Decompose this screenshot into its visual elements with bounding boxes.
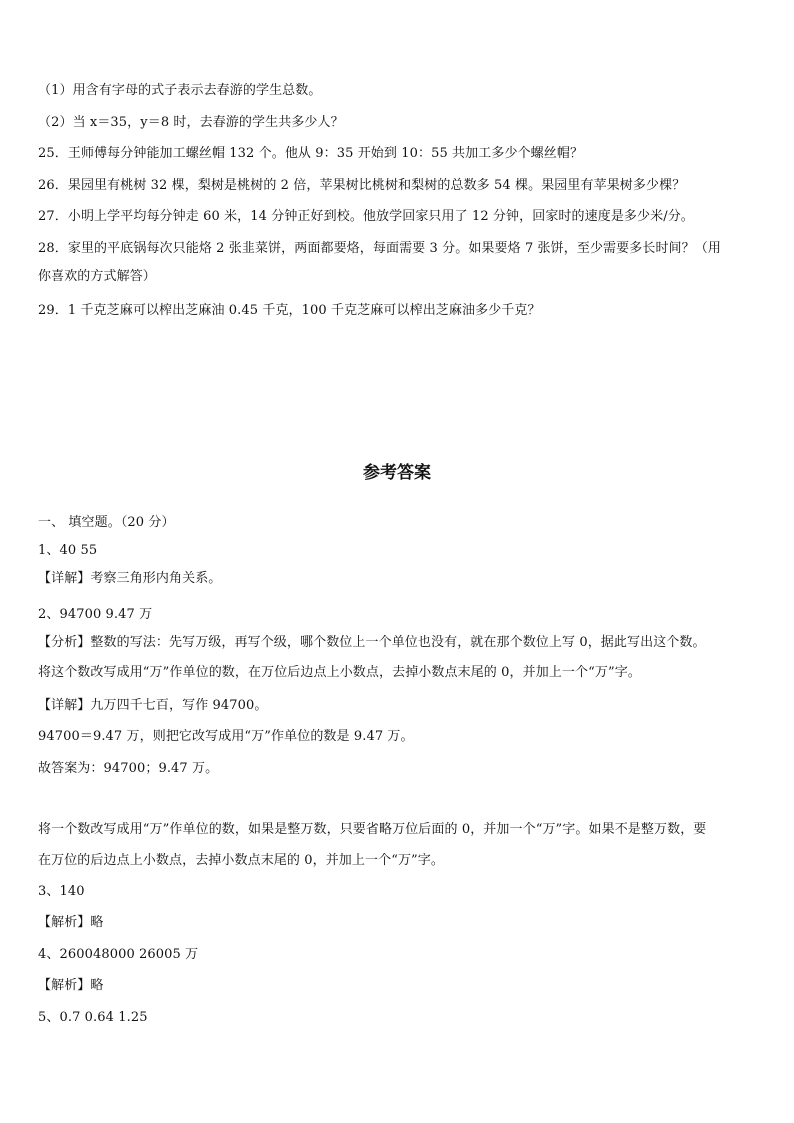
answer-2: 2、94700 9.47 万 <box>38 607 153 622</box>
answer-1-detail: 【详解】考察三角形内角关系。 <box>38 571 222 586</box>
question-1-part-1: （1）用含有字母的式子表示去春游的学生总数。 <box>38 83 322 98</box>
section-heading: 一、 填空题。（20 分） <box>38 515 175 530</box>
answer-4-analysis: 【解析】略 <box>38 978 104 993</box>
question-28-line-2: 你喜欢的方式解答） <box>38 269 156 284</box>
question-26: 26．果园里有桃树 32 棵，梨树是桃树的 2 倍，苹果树比桃树和梨树的总数多 54 棵。果园里有苹果树多少棵？ <box>38 178 686 193</box>
question-25: 25．王师傅每分钟能加工螺丝帽 132 个。他从 9：35 开始到 10：55 共加工多少个螺丝帽？ <box>38 146 584 161</box>
answer-title: 参考答案 <box>363 463 431 483</box>
answer-2-note-line-2: 在万位的后边点上小数点，去掉小数点末尾的 0，并加上一个“万”字。 <box>38 853 444 868</box>
answer-5: 5、0.7 0.64 1.25 <box>38 1010 148 1025</box>
answer-3-analysis: 【解析】略 <box>38 915 104 930</box>
answer-2-conclusion: 故答案为：94700；9.47 万。 <box>38 761 219 776</box>
answer-1: 1、40 55 <box>38 543 98 558</box>
answer-2-detail: 【详解】九万四千七百，写作 94700。 <box>38 698 268 713</box>
answer-4: 4、260048000 26005 万 <box>38 947 199 962</box>
question-28-line-1: 28．家里的平底锅每次只能烙 2 张韭菜饼，两面都要烙，每面需要 3 分。如果要烙 7 张饼，至少需要多长时间？（用 <box>38 241 721 256</box>
question-27: 27．小明上学平均每分钟走 60 米，14 分钟正好到校。他放学回家只用了 12 分钟，回家时的速度是多少米/分。 <box>38 209 694 224</box>
answer-2-note-line-1: 将一个数改写成用“万”作单位的数，如果是整万数，只要省略万位后面的 0，并加一个“万”字。如果不是整万数，要 <box>38 822 707 837</box>
question-29: 29．1 千克芝麻可以榨出芝麻油 0.45 千克，100 千克芝麻可以榨出芝麻油多少千克？ <box>38 303 541 318</box>
answer-2-analysis-line-1: 【分析】整数的写法：先写万级，再写个级，哪个数位上一个单位也没有，就在那个数位上写 0，据此写出这个数。 <box>38 635 706 650</box>
answer-3: 3、140 <box>38 884 85 899</box>
answer-2-detail-line-2: 94700＝9.47 万，则把它改写成用“万”作单位的数是 9.47 万。 <box>38 729 414 744</box>
answer-2-analysis-line-2: 将这个数改写成用“万”作单位的数，在万位后边点上小数点，去掉小数点末尾的 0，并加上一个“万”字。 <box>38 665 641 680</box>
question-1-part-2: （2）当 x＝35，y＝8 时，去春游的学生共多少人？ <box>38 115 344 130</box>
